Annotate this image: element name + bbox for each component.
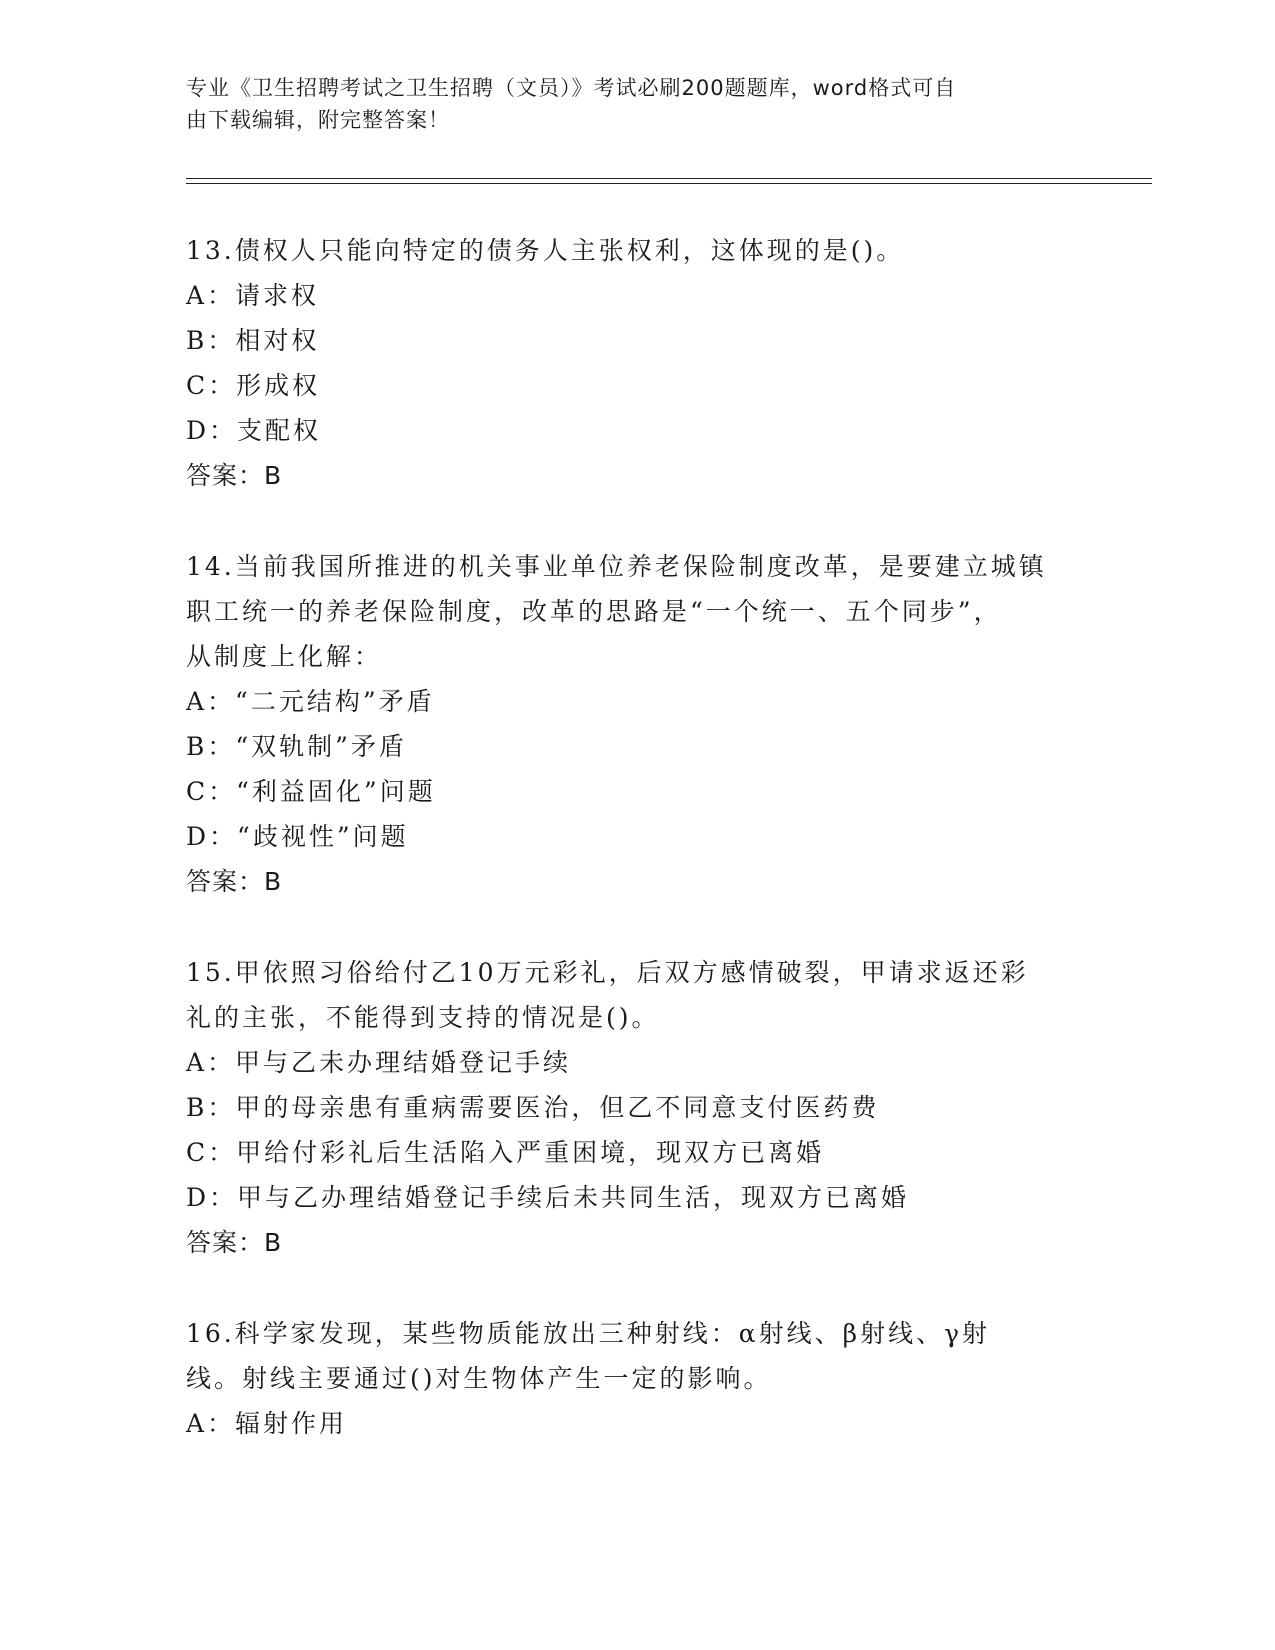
option-c: C：甲给付彩礼后生活陷入严重困境，现双方已离婚: [186, 1138, 825, 1167]
answer-label: 答案：B: [186, 867, 283, 896]
option-c: C：“利益固化”问题: [186, 777, 436, 806]
option-b: B：甲的母亲患有重病需要医治，但乙不同意支付医药费: [186, 1093, 880, 1122]
option-b: B：“双轨制”矛盾: [186, 732, 407, 761]
question-stem-line-1: 16.科学家发现，某些物质能放出三种射线：α射线、β射线、γ射: [186, 1319, 991, 1348]
question-stem-line-2: 礼的主张，不能得到支持的情况是()。: [186, 1003, 660, 1032]
header-line-2: 由下载编辑，附完整答案！: [186, 108, 450, 132]
question-stem-line-1: 14.当前我国所推进的机关事业单位养老保险制度改革，是要建立城镇: [186, 552, 1047, 581]
answer-label: 答案：B: [186, 1228, 283, 1257]
question-stem-line-2: 线。射线主要通过()对生物体产生一定的影响。: [186, 1364, 772, 1393]
question-list: [186, 228, 1086, 1492]
question-stem-line-1: 15.甲依照习俗给付乙10万元彩礼，后双方感情破裂，甲请求返还彩: [186, 958, 1029, 987]
header-line-1: 专业《卫生招聘考试之卫生招聘（文员）》考试必刷200题题库，word格式可自: [186, 76, 957, 100]
document-header: [186, 72, 1066, 136]
option-a: A：辐射作用: [186, 1409, 348, 1438]
question-16: [186, 1311, 1086, 1446]
option-b: B：相对权: [186, 326, 320, 355]
option-d: D：“歧视性”问题: [186, 822, 409, 851]
option-a: A：“二元结构”矛盾: [186, 687, 435, 716]
header-divider-top: [186, 178, 1152, 179]
question-14: [186, 544, 1086, 904]
answer-label: 答案：B: [186, 461, 283, 490]
option-d: D：支配权: [186, 416, 322, 445]
option-a: A：请求权: [186, 281, 320, 310]
question-13: [186, 228, 1086, 498]
option-c: C：形成权: [186, 371, 321, 400]
option-d: D：甲与乙办理结婚登记手续后未共同生活，现双方已离婚: [186, 1183, 910, 1212]
question-15: [186, 950, 1086, 1265]
question-stem-line-3: 从制度上化解：: [186, 642, 383, 671]
question-stem-line-2: 职工统一的养老保险制度，改革的思路是“一个统一、五个同步”，: [186, 597, 1002, 626]
header-divider-bottom: [186, 183, 1152, 184]
question-stem: 13.债权人只能向特定的债务人主张权利，这体现的是()。: [186, 236, 905, 265]
option-a: A：甲与乙未办理结婚登记手续: [186, 1048, 572, 1077]
